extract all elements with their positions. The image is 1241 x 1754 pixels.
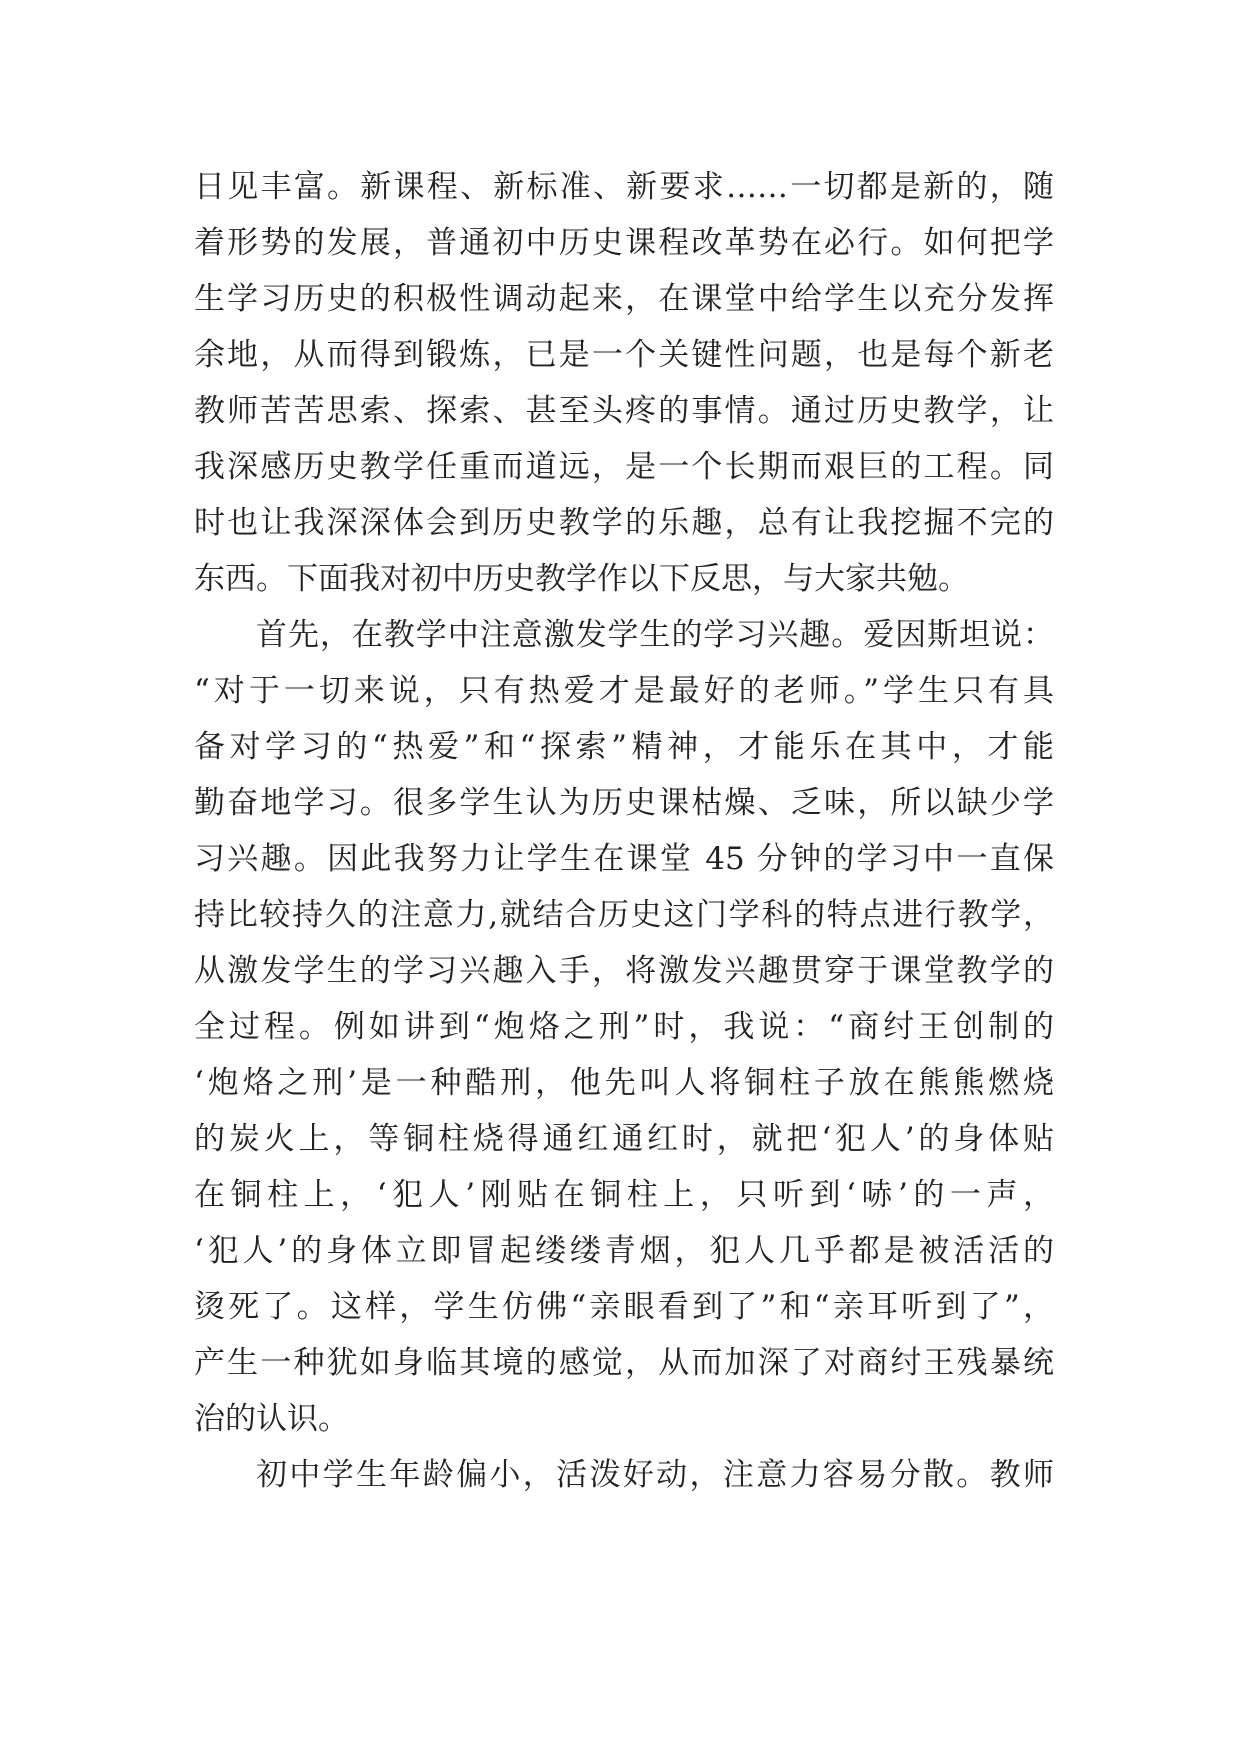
paragraph-3 (194, 1447, 1054, 1503)
paragraph-1 (194, 159, 1054, 607)
text-line: 持比较持久的注意力,就结合历史这门学科的特点进行教学， (194, 897, 1054, 933)
text-line: 备对学习的“热爱”和“探索”精神，才能乐在其中，才能 (194, 729, 1054, 765)
text-line: 日见丰富。新课程、新标准、新要求……一切都是新的，随 (194, 169, 1054, 205)
text-line: 着形势的发展，普通初中历史课程改革势在必行。如何把学 (194, 225, 1054, 261)
body-text (194, 159, 1054, 1503)
text-line: 习兴趣。因此我努力让学生在课堂 45 分钟的学习中一直保 (194, 841, 1054, 877)
text-line: 勤奋地学习。很多学生认为历史课枯燥、乏味，所以缺少学 (194, 785, 1054, 821)
text-line: “对于一切来说，只有热爱才是最好的老师。”学生只有具 (194, 673, 1054, 709)
text-line: 生学习历史的积极性调动起来，在课堂中给学生以充分发挥 (194, 281, 1054, 317)
text-line: 治的认识。 (194, 1401, 349, 1437)
text-line: 在铜柱上，‘犯人’刚贴在铜柱上，只听到‘哧’的一声， (194, 1177, 1054, 1213)
text-line: 东西。下面我对初中历史教学作以下反思，与大家共勉。 (194, 561, 969, 597)
text-line: 我深感历史教学任重而道远，是一个长期而艰巨的工程。同 (194, 449, 1054, 485)
text-line: 时也让我深深体会到历史教学的乐趣，总有让我挖掘不完的 (194, 505, 1054, 541)
text-line: 从激发学生的学习兴趣入手，将激发兴趣贯穿于课堂教学的 (194, 953, 1054, 989)
text-line: 首先，在教学中注意激发学生的学习兴趣。爱因斯坦说： (256, 617, 1054, 653)
text-line: 教师苦苦思索、探索、甚至头疼的事情。通过历史教学，让 (194, 393, 1054, 429)
text-line: 初中学生年龄偏小，活泼好动，注意力容易分散。教师 (256, 1457, 1054, 1493)
text-line: 烫死了。这样，学生仿佛“亲眼看到了”和“亲耳听到了”， (194, 1289, 1054, 1325)
text-line: 的炭火上，等铜柱烧得通红通红时，就把‘犯人’的身体贴 (194, 1121, 1054, 1157)
paragraph-2 (194, 607, 1054, 1447)
text-line: 全过程。例如讲到“炮烙之刑”时，我说：“商纣王创制的 (194, 1009, 1054, 1045)
text-line: ‘炮烙之刑’是一种酷刑，他先叫人将铜柱子放在熊熊燃烧 (194, 1065, 1054, 1101)
text-line: ‘犯人’的身体立即冒起缕缕青烟，犯人几乎都是被活活的 (194, 1233, 1054, 1269)
text-line: 余地，从而得到锻炼，已是一个关键性问题，也是每个新老 (194, 337, 1054, 373)
text-line: 产生一种犹如身临其境的感觉，从而加深了对商纣王残暴统 (194, 1345, 1054, 1381)
